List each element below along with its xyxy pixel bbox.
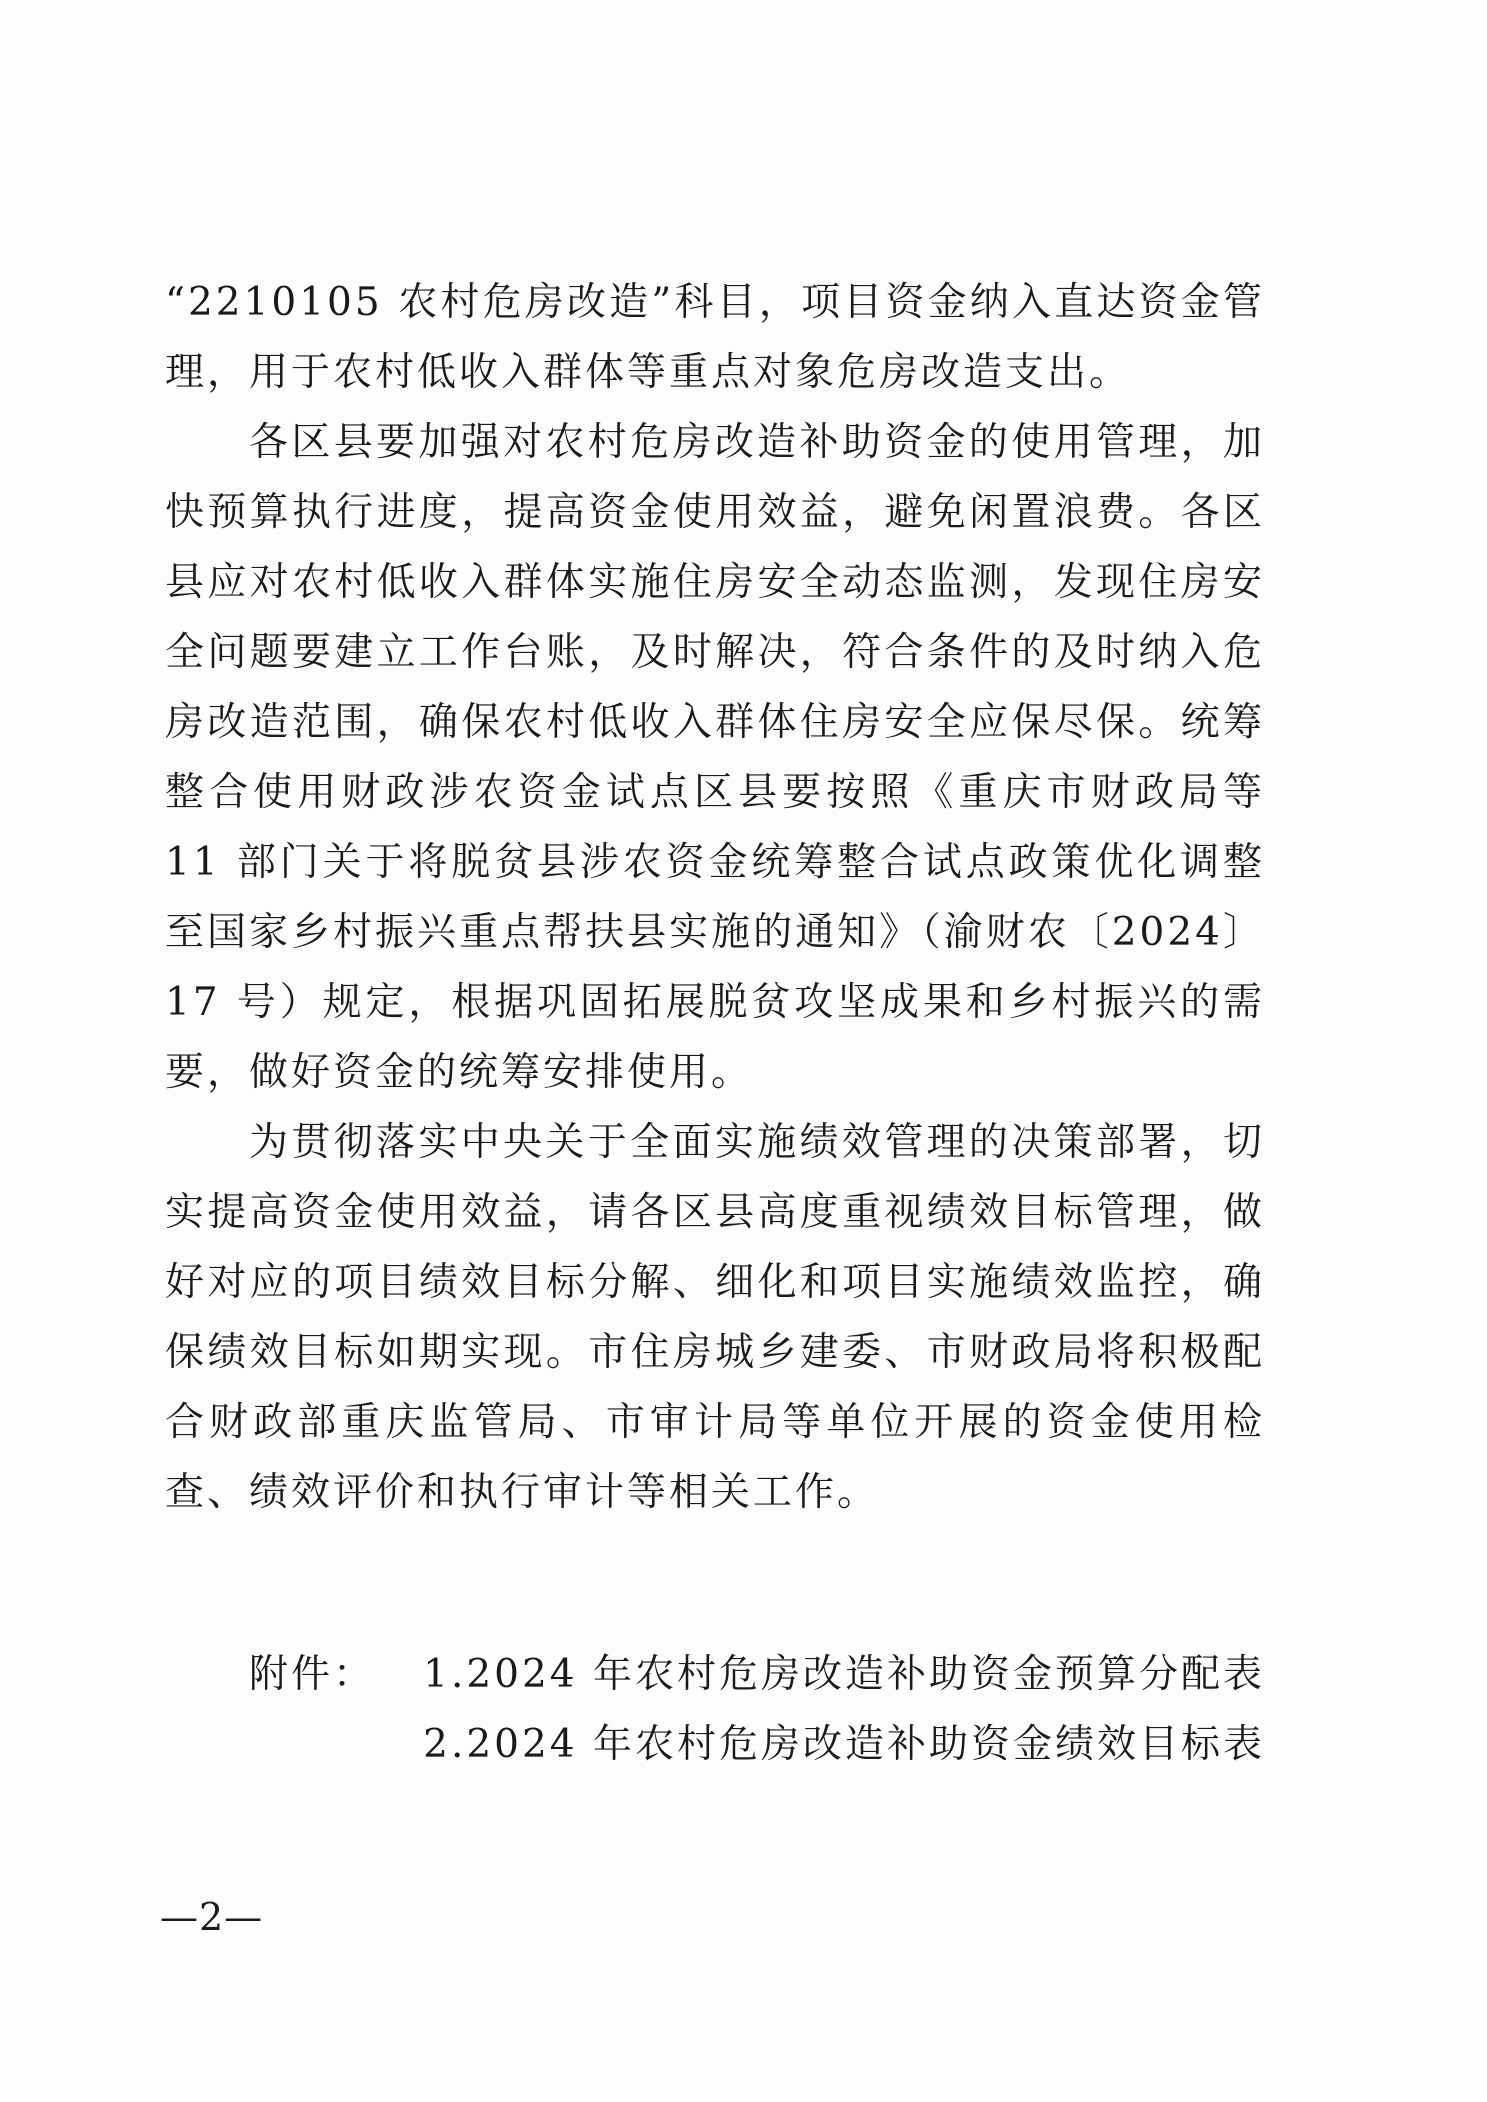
attachment-2-title: 2.2024 年农村危房改造补助资金绩效目标表 [423, 1722, 1265, 1767]
attachment-1-title: 1.2024 年农村危房改造补助资金预算分配表 [423, 1652, 1265, 1697]
attachment-indent [165, 1710, 423, 1780]
page-number: —2— [160, 1895, 264, 1939]
document-body [165, 268, 1265, 1528]
paragraph-1: “2210105 农村危房改造”科目，项目资金纳入直达资金管理，用于农村低收入群体等重点对象危房改造支出。 [165, 280, 1265, 395]
attachment-item [165, 1640, 1265, 1710]
attachment-item [165, 1710, 1265, 1780]
attachments-label: 附件： [249, 1652, 376, 1697]
attachments-list [165, 1640, 1265, 1780]
paragraph-3: 为贯彻落实中央关于全面实施绩效管理的决策部署，切实提高资金使用效益，请各区县高度重视绩效目标管理，做好对应的项目绩效目标分解、细化和项目实施绩效监控，确保绩效目标如期实现。市住房城乡建委、市财政局将积极配合财政部重庆监管局、市审计局等单位开展的资金使用检查、绩效评价和执行审计等相关工作。 [165, 1120, 1265, 1515]
paragraph-2: 各区县要加强对农村危房改造补助资金的使用管理，加快预算执行进度，提高资金使用效益，避免闲置浪费。各区县应对农村低收入群体实施住房安全动态监测，发现住房安全问题要建立工作台账，及时解决，符合条件的及时纳入危房改造范围，确保农村低收入群体住房安全应保尽保。统筹整合使用财政涉农资金试点区县要按照《重庆市财政局等 11 部门关于将脱贫县涉农资金统筹整合试点政策优化调整至国家乡村振兴重点帮扶县实施的通知》（渝财农〔2024〕17 号）规定，根据巩固拓展脱贫攻坚成果和乡村振兴的需要，做好资金的统筹安排使用。 [165, 420, 1265, 1095]
